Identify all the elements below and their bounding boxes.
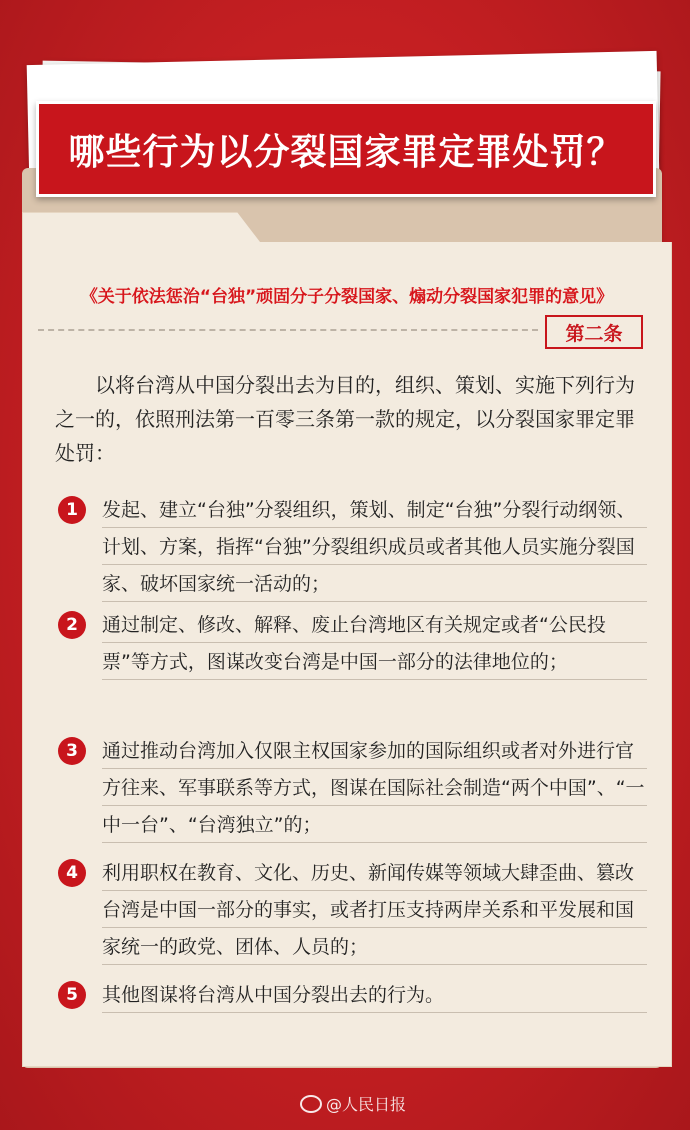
intro-paragraph: 以将台湾从中国分裂出去为目的，组织、策划、实施下列行为之一的，依照刑法第一百零三条第一款的规定，以分裂国家罪定罪处罚： <box>55 373 635 465</box>
list-item-1 <box>58 492 648 603</box>
list-item-3 <box>58 733 648 844</box>
article-tag: 第二条 <box>545 315 643 349</box>
list-item-text: 利用职权在教育、文化、历史、新闻传媒等领域大肆歪曲、篡改台湾是中国一部分的事实，或者打压支持两岸关系和平发展和国家统一的政党、团体、人员的； <box>102 855 647 966</box>
weibo-icon <box>300 1095 322 1113</box>
list-item-2 <box>58 607 648 681</box>
number-badge: 3 <box>58 737 86 765</box>
number-badge: 1 <box>58 496 86 524</box>
watermark-text: @人民日报 <box>326 1095 407 1114</box>
title-banner <box>36 101 656 197</box>
list-item-text: 发起、建立“台独”分裂组织，策划、制定“台独”分裂行动纲领、计划、方案，指挥“台独”分裂组织成员或者其他人员实施分裂国家、破坏国家统一活动的； <box>102 492 647 603</box>
document-subtitle: 《关于依法惩治“台独”顽固分子分裂国家、煽动分裂国家犯罪的意见》 <box>80 287 614 307</box>
page-title: 哪些行为以分裂国家罪定罪处罚？ <box>68 131 624 173</box>
watermark <box>300 1092 406 1115</box>
dashed-divider <box>38 329 538 331</box>
list-item-text: 其他图谋将台湾从中国分裂出去的行为。 <box>102 977 647 1014</box>
list-item-text: 通过制定、修改、解释、废止台湾地区有关规定或者“公民投票”等方式，图谋改变台湾是中国一部分的法律地位的； <box>102 607 647 681</box>
list-item-text: 通过推动台湾加入仅限主权国家参加的国际组织或者对外进行官方往来、军事联系等方式，图谋在国际社会制造“两个中国”、“一中一台”、“台湾独立”的； <box>102 733 647 844</box>
number-badge: 4 <box>58 859 86 887</box>
number-badge: 5 <box>58 981 86 1009</box>
list-item-4 <box>58 855 648 966</box>
list-item-5 <box>58 977 648 1014</box>
number-badge: 2 <box>58 611 86 639</box>
